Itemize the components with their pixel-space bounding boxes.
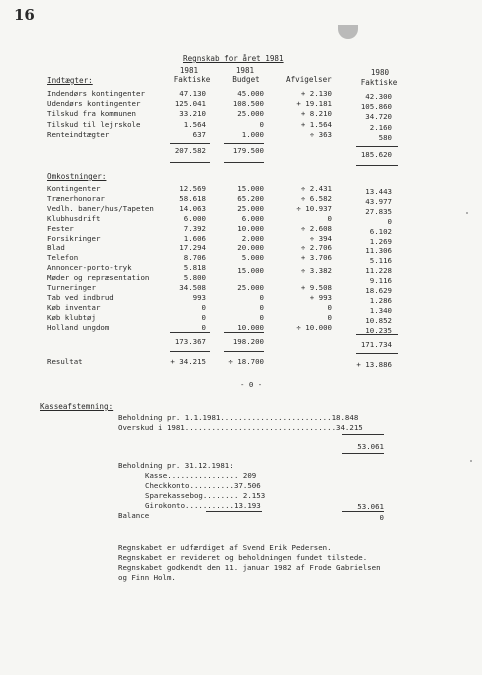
combined-deviation: ÷ 3.382 — [300, 266, 332, 275]
header-actual-year: 1981 — [179, 66, 199, 75]
expense-row-deviation: 0 — [327, 302, 332, 312]
header-budget-label: Budget — [232, 75, 260, 84]
paper-speck — [470, 460, 472, 462]
cash-sum: 53.061 — [357, 442, 384, 451]
expense-row-deviation: ÷ 6.582 — [300, 193, 332, 203]
header-prior-year: 1980 — [370, 68, 390, 77]
expense-row-deviation: ÷ 2.706 — [300, 243, 332, 253]
expense-row-budget: 6.000 — [241, 213, 264, 223]
expense-row-label: Køb inventar — [47, 302, 101, 312]
expense-row-actual: 58.618 — [179, 193, 206, 203]
expense-row-prior: 13.443 — [365, 187, 392, 196]
income-row-label: Indendørs kontingenter — [47, 89, 145, 98]
expense-row-prior: 11.306 — [365, 246, 392, 256]
expense-row-budget: 0 — [259, 312, 264, 322]
cash-item: Kasse................ 209 — [145, 471, 257, 480]
header-deviations: Afvigelser — [286, 75, 332, 84]
expense-row-label: Holland ungdom — [47, 322, 110, 332]
income-row-prior: 34.720 — [365, 112, 392, 122]
result-actual: + 34.215 — [170, 357, 206, 366]
expense-row-actual: 993 — [192, 292, 206, 302]
expense-row-prior: 5.116 — [369, 256, 392, 266]
expense-row-prior: 10.852 — [365, 315, 392, 325]
page-number: 16 — [14, 6, 35, 24]
expenses-total-prior: 171.734 — [360, 340, 392, 349]
balance-label: Balance — [118, 511, 150, 520]
income-row-deviation: + 2.130 — [300, 89, 332, 98]
expense-row-prior: 18.629 — [365, 286, 392, 295]
expense-row-actual: 1.606 — [183, 233, 206, 243]
income-row-deviation: + 8.210 — [300, 109, 332, 119]
expense-row-budget: 10.000 — [237, 322, 264, 332]
result-label: Resultat — [47, 357, 83, 366]
income-total-actual: 207.582 — [174, 146, 206, 155]
result-prior: + 13.886 — [356, 360, 392, 369]
expense-row-budget: 20.000 — [237, 243, 264, 253]
expense-row-actual: 17.294 — [179, 243, 206, 253]
paper-speck — [466, 212, 468, 214]
expense-row-label: Vedlh. baner/hus/Tapeten — [47, 203, 154, 213]
expense-row-deviation: 0 — [327, 312, 332, 322]
expense-row-label: Kontingenter — [47, 184, 101, 193]
separator: - 0 - — [240, 380, 263, 389]
report-title: Regnskab for året 1981 — [183, 54, 284, 63]
header-budget-year: 1981 — [235, 66, 255, 75]
expense-row-label: Klubhusdrift — [47, 213, 101, 223]
expense-row-actual: 14.063 — [179, 203, 206, 213]
expenses-total-actual: 173.367 — [174, 337, 206, 346]
closing-heading: Beholdning pr. 31.12.1981: — [118, 461, 234, 470]
expense-row-label: Annoncer-porto-tryk — [47, 263, 132, 273]
income-row-actual: 1.564 — [183, 119, 206, 129]
income-total-prior: 185.620 — [360, 150, 392, 159]
expense-row-deviation: + 3.706 — [300, 253, 332, 263]
expense-row-label: Forsikringer — [47, 233, 101, 243]
expense-row-budget: 0 — [259, 302, 264, 312]
expense-row-budget: 25.000 — [237, 283, 264, 292]
expense-row-label: Turneringer — [47, 283, 96, 292]
expense-row-budget: 10.000 — [237, 223, 264, 233]
expense-row-prior: 1.340 — [369, 305, 392, 315]
expense-row-actual: 0 — [201, 312, 206, 322]
income-row-prior: 42.300 — [365, 92, 392, 101]
combined-budget: 15.000 — [237, 266, 264, 275]
expense-row-actual: 7.392 — [183, 223, 206, 233]
section-expenses: Omkostninger: — [47, 172, 107, 181]
expense-row-actual: 5.818 — [183, 263, 206, 273]
expense-row-actual: 6.000 — [183, 213, 206, 223]
income-row-budget: 25.000 — [237, 109, 264, 119]
expense-row-label: Møder og repræsentation — [47, 273, 150, 283]
note-line: og Finn Holm. — [118, 573, 176, 582]
income-row-actual: 47.130 — [179, 89, 206, 98]
income-row-prior: 2.160 — [369, 122, 392, 132]
income-row-budget: 108.500 — [232, 99, 264, 109]
header-actual-label: Faktiske — [173, 75, 211, 84]
expense-row-prior: 9.116 — [369, 276, 392, 286]
expense-row-deviation: ÷ 2.608 — [300, 223, 332, 233]
expenses-total-budget: 198.200 — [232, 337, 264, 346]
income-row-budget: 0 — [259, 119, 264, 129]
expense-row-budget: 65.200 — [237, 193, 264, 203]
expense-row-label: Telefon — [47, 253, 79, 263]
income-row-prior: 105.860 — [360, 102, 392, 112]
cash-item: Checkkonto..........37.506 — [145, 481, 261, 490]
expense-row-prior: 0 — [387, 216, 392, 226]
cash-item: Sparekassebog........ 2.153 — [145, 491, 266, 500]
income-row-label: Udendørs kontingenter — [47, 99, 141, 109]
expense-row-actual: 0 — [201, 322, 206, 332]
income-row-budget: 1.000 — [241, 129, 264, 139]
expense-row-prior: 1.269 — [369, 236, 392, 246]
header-prior-label: Faktiske — [360, 78, 398, 87]
income-row-prior: 580 — [378, 132, 392, 142]
expense-row-actual: 12.569 — [179, 184, 206, 193]
cash-heading: Kasseafstemning: — [40, 402, 114, 411]
closing-total: 53.061 — [357, 502, 384, 511]
expense-row-budget: 0 — [259, 292, 264, 302]
expense-row-actual: 5.800 — [183, 273, 206, 283]
expense-row-deviation: ÷ 10.937 — [296, 203, 332, 213]
income-row-deviation: ÷ 363 — [309, 129, 332, 139]
expense-row-budget: 5.000 — [241, 253, 264, 263]
expense-row-actual: 0 — [201, 302, 206, 312]
income-total-budget: 179.500 — [232, 146, 264, 155]
expense-row-prior: 1.286 — [369, 295, 392, 305]
cash-surplus: Overskud i 1981..................................34.215 — [118, 423, 363, 432]
section-income: Indtægter: — [47, 76, 93, 85]
expense-row-deviation: 0 — [327, 213, 332, 223]
expense-row-deviation: ÷ 10.000 — [296, 322, 332, 332]
expense-row-label: Køb klubtøj — [47, 312, 96, 322]
expense-row-label: Fester — [47, 223, 74, 233]
expense-row-deviation: + 9.508 — [300, 283, 332, 292]
income-row-actual: 125.041 — [174, 99, 206, 109]
expense-row-deviation: + 993 — [309, 292, 332, 302]
expense-row-prior: 11.228 — [365, 266, 392, 276]
balance-value: 0 — [379, 513, 384, 522]
note-line: Regnskabet er udfærdiget af Svend Erik Pedersen. — [118, 543, 332, 552]
income-row-budget: 45.000 — [237, 89, 264, 98]
income-row-deviation: + 19.181 — [296, 99, 332, 109]
income-row-actual: 33.210 — [179, 109, 206, 119]
expense-row-prior: 43.977 — [365, 196, 392, 206]
income-row-actual: 637 — [192, 129, 206, 139]
expense-row-label: Trænerhonorar — [47, 193, 105, 203]
expense-row-budget: 2.000 — [241, 233, 264, 243]
expense-row-prior: 10.235 — [365, 325, 392, 335]
result-budget: ÷ 18.700 — [228, 357, 264, 366]
expense-row-deviation: ÷ 2.431 — [300, 184, 332, 193]
expense-row-label: Blad — [47, 243, 65, 253]
expense-row-deviation: ÷ 394 — [309, 233, 332, 243]
expense-row-actual: 8.706 — [183, 253, 206, 263]
note-line: Regnskabet er revideret og beholdningen fundet tilstede. — [118, 553, 368, 562]
cash-item: Girokonto...........13.193 — [145, 501, 261, 510]
income-row-label: Tilskud til lejrskole — [47, 119, 141, 129]
expense-row-prior: 27.835 — [365, 206, 392, 216]
expense-row-actual: 34.508 — [179, 283, 206, 292]
expense-row-prior: 6.102 — [369, 226, 392, 236]
cash-opening: Beholdning pr. 1.1.1981.........................18.848 — [118, 413, 359, 422]
ink-mark — [338, 25, 358, 39]
expense-row-budget: 15.000 — [237, 184, 264, 193]
expense-row-budget: 25.000 — [237, 203, 264, 213]
note-line: Regnskabet godkendt den 11. januar 1982 af Frode Gabrielsen — [118, 563, 381, 572]
income-row-label: Renteindtægter — [47, 129, 110, 139]
income-row-label: Tilskud fra kommunen — [47, 109, 136, 119]
expense-row-label: Tab ved indbrud — [47, 292, 114, 302]
income-row-deviation: + 1.564 — [300, 119, 332, 129]
